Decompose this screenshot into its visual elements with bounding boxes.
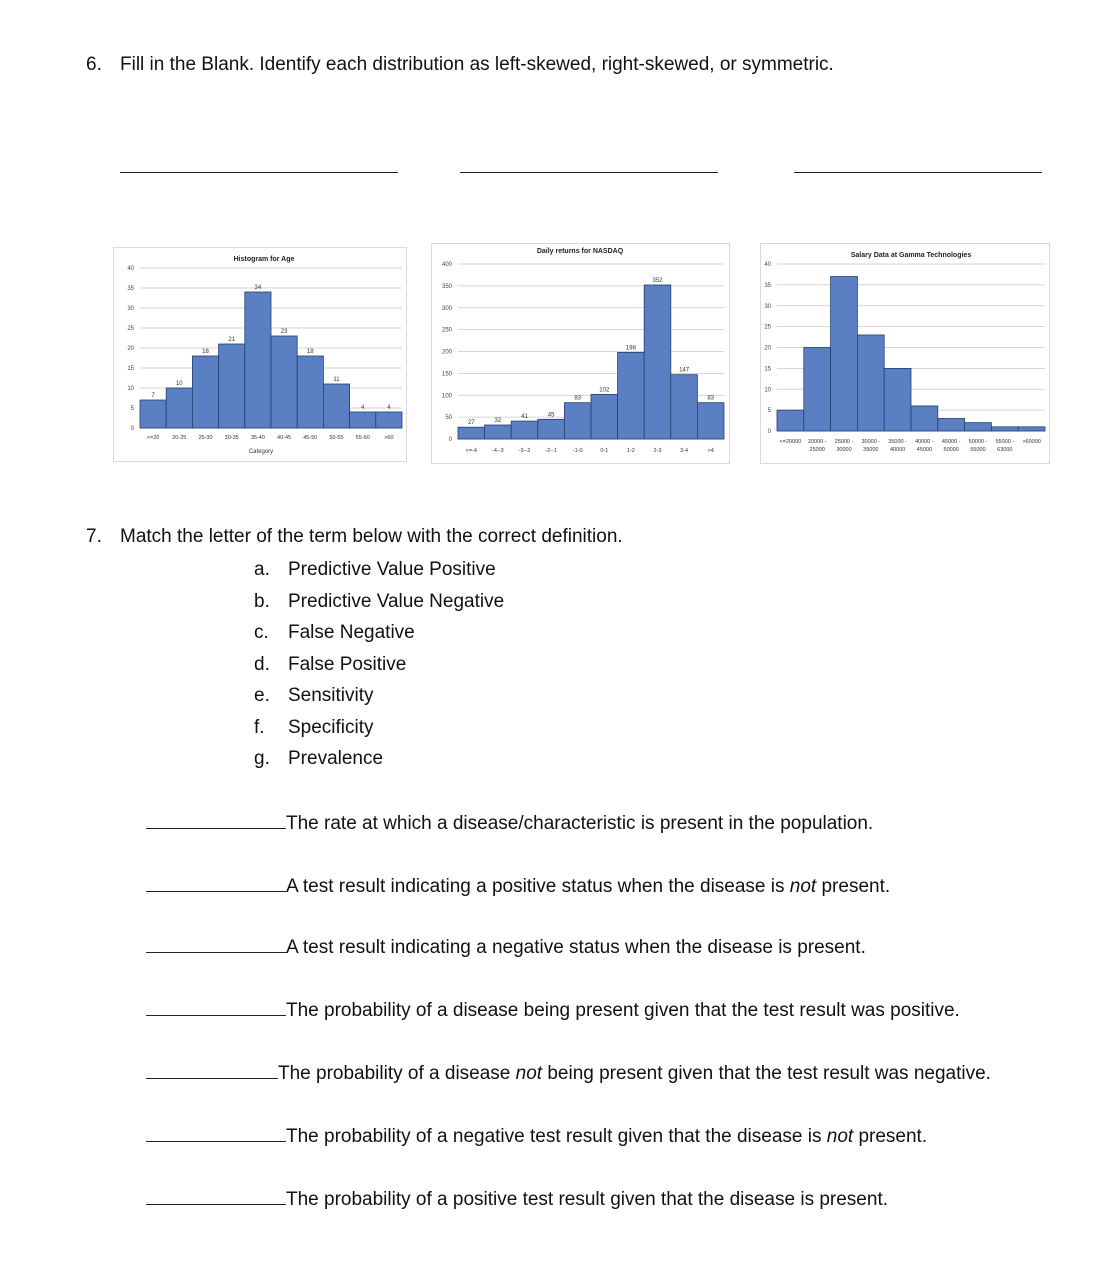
bar [697,403,724,439]
y-tick-label: 15 [764,366,771,373]
x-tick-label: 20000 - [807,439,827,445]
y-tick-label: 30 [764,303,771,310]
y-tick-label: 5 [767,408,771,415]
bar [166,388,192,428]
x-tick-label: 1-2 [626,448,635,454]
chart-title: Histogram for Age [233,256,295,263]
definition-row [146,1186,888,1212]
x-tick-label: 45000 [916,447,933,453]
term-label: Specificity [288,716,374,738]
x-tick-label: -3--2 [518,448,531,454]
bar-data-label: 41 [521,414,528,421]
y-tick-label: 25 [127,326,134,332]
term-letter: g. [254,748,270,769]
question-6-prompt: Fill in the Blank. Identify each distribution as left-skewed, right-skewed, or symmetric. [120,54,834,75]
bar-data-label: 198 [625,345,636,352]
y-tick-label: 0 [448,437,452,443]
y-tick-label: 200 [441,349,452,356]
y-tick-label: 150 [441,371,452,378]
x-tick-label: 50000 - [968,439,988,445]
definition-row [146,810,873,836]
y-tick-label: 0 [767,429,771,435]
bar [376,412,402,428]
bar [591,394,618,439]
term-item [254,747,504,779]
x-tick-label: 35000 [863,447,879,453]
y-tick-label: 40 [764,262,771,268]
y-tick-label: 40 [127,266,134,272]
bar [485,425,512,439]
bar-data-label: 21 [228,337,236,343]
x-tick-label: -2--1 [545,448,557,454]
x-tick-label: 40000 [889,447,906,453]
definition-text: A test result indicating a positive status when the disease is [286,876,790,897]
definition-emphasis: not [826,1126,854,1147]
x-tick-label: 25000 - [834,439,854,445]
bar-data-label: 147 [679,367,690,374]
answer-blank-1[interactable] [120,172,398,173]
x-tick-label: -1-0 [572,448,583,454]
definition-text: present. [816,876,891,897]
definition-text: The probability of a disease [278,1063,516,1084]
term-list [254,558,504,779]
bar-data-label: 11 [333,377,340,383]
chart-title: Salary Data at Gamma Technologies [850,252,972,259]
bar [644,285,671,439]
definition-answer-blank[interactable] [146,1123,286,1142]
x-tick-label: 0-1 [600,448,609,454]
x-tick-label: 25000 [809,447,825,453]
term-label: Sensitivity [288,685,374,706]
bar [245,292,271,428]
x-tick-label: >60 [384,435,394,441]
bar-data-label: 34 [254,285,262,291]
y-tick-label: 5 [130,406,134,412]
term-item [254,716,504,748]
bar-data-label: 83 [574,395,582,402]
x-tick-label: 40-45 [277,435,292,441]
definition-text: A test result indicating a negative status when the disease is present. [286,937,866,958]
x-tick-label: 30-35 [224,435,239,441]
x-tick-label: 20-25 [172,435,187,441]
x-axis-label: Category [248,449,274,455]
y-tick-label: 10 [127,386,134,392]
x-tick-label: 55000 [970,447,986,453]
bar [965,423,992,431]
bar [564,403,591,439]
bar [911,406,938,431]
bar-data-label: 23 [280,329,288,335]
definition-row [146,1060,991,1086]
x-tick-label: 55-60 [355,435,370,441]
term-item [254,621,504,653]
bar-data-label: 45 [547,412,555,419]
bar [219,344,245,428]
y-tick-label: 300 [441,305,452,312]
definition-text: The probability of a negative test result given that the disease is [286,1126,827,1147]
bar-data-label: 4 [387,405,391,411]
question-6 [86,54,834,76]
definition-row [146,1123,927,1149]
term-label: Predictive Value Negative [288,590,505,612]
bar-data-label: 352 [652,278,663,284]
definition-answer-blank[interactable] [146,873,286,892]
y-tick-label: 400 [441,262,452,268]
y-tick-label: 100 [441,393,452,400]
bar [938,418,965,431]
bar [511,421,538,439]
x-tick-label: 30000 [836,447,852,453]
bar [323,384,349,428]
bar [884,368,911,431]
y-tick-label: 30 [127,306,134,312]
definition-text: The probability of a disease being present given that the test result was positive. [286,1000,960,1021]
salary-data-svg [761,244,1049,463]
bar [991,427,1018,431]
question-7-prompt: Match the letter of the term below with the correct definition. [120,526,623,547]
bar-data-label: 18 [306,349,314,355]
x-tick-label: >4 [707,448,714,454]
term-item [254,653,504,685]
y-tick-label: 15 [127,366,134,372]
definition-answer-blank[interactable] [146,810,286,829]
bar [458,427,485,439]
answer-blank-2[interactable] [460,172,718,173]
x-tick-label: 35000 - [888,439,907,445]
x-tick-label: 55000 - [995,439,1015,445]
y-tick-label: 350 [441,283,452,290]
x-tick-label: 2-3 [653,448,662,454]
y-tick-label: 35 [127,286,134,292]
term-letter: c. [254,622,269,643]
bar [831,277,858,431]
y-tick-label: 10 [764,387,771,394]
x-tick-label: -4--3 [492,448,504,454]
y-tick-label: 25 [764,324,771,331]
definition-answer-blank[interactable] [146,997,286,1016]
x-tick-label: 63000 [997,447,1013,453]
x-tick-label: 30000 - [861,439,881,445]
definition-emphasis: not [515,1063,543,1084]
histogram-age-chart [113,247,407,462]
y-tick-label: 250 [441,327,452,334]
bar [618,352,645,439]
x-tick-label: <=20000 [779,439,802,445]
bar-data-label: 18 [202,349,209,355]
nasdaq-returns-chart [431,243,730,464]
bar [140,400,166,428]
x-tick-label: >60000 [1022,439,1041,445]
definition-row [146,873,890,899]
answer-blank-3[interactable] [794,172,1042,173]
bar [538,419,565,439]
bar [857,335,884,431]
term-item [254,558,504,590]
term-letter: a. [254,559,270,580]
x-tick-label: <=20 [146,435,160,441]
salary-data-chart [760,243,1050,464]
bar-data-label: 7 [151,393,155,399]
bar [777,410,804,431]
y-tick-label: 0 [130,426,134,432]
term-label: Prevalence [288,748,384,769]
bar-data-label: 102 [599,387,610,394]
x-tick-label: 45000 - [941,439,961,445]
definition-answer-blank[interactable] [146,934,286,953]
histogram-age-svg [114,248,406,461]
definition-text: being present given that the test result was negative. [542,1063,991,1084]
definition-answer-blank[interactable] [146,1186,286,1205]
definition-text: The probability of a positive test result given that the disease is present. [286,1189,888,1210]
x-tick-label: 50000 [943,447,959,453]
term-letter: b. [254,590,270,612]
x-tick-label: 3-4 [680,448,689,454]
x-tick-label: 45-50 [303,435,318,441]
x-tick-label: <=-4 [465,448,477,454]
bar [804,348,831,432]
term-item [254,684,504,716]
nasdaq-returns-svg [432,244,729,463]
definition-text: The rate at which a disease/characteristic is present in the population. [286,813,874,834]
definition-text: present. [853,1126,928,1147]
question-7-number: 7. [86,526,102,547]
bar-data-label: 83 [707,395,715,402]
bar [271,336,297,428]
term-item [254,590,504,622]
bar-data-label: 32 [494,418,502,424]
x-tick-label: 35-40 [250,435,265,441]
bar [350,412,376,428]
definition-emphasis: not [789,876,817,897]
bar [671,375,698,439]
x-tick-label: 50-55 [329,435,344,441]
bar [192,356,218,428]
x-tick-label: 25-30 [198,435,213,441]
definition-row [146,934,866,960]
bar-data-label: 10 [175,381,183,387]
y-tick-label: 20 [764,345,771,352]
definition-answer-blank[interactable] [146,1060,278,1079]
bar [297,356,323,428]
chart-title: Daily returns for NASDAQ [536,248,624,255]
term-label: False Positive [288,653,407,675]
x-tick-label: 40000 - [915,439,934,445]
bar [1018,427,1045,431]
term-label: Predictive Value Positive [288,559,496,580]
bar-data-label: 4 [361,405,365,411]
term-letter: f. [254,716,265,738]
bar-data-label: 27 [467,420,475,427]
question-7 [86,526,623,548]
y-tick-label: 50 [445,415,452,422]
y-tick-label: 20 [127,346,134,352]
y-tick-label: 35 [764,282,771,289]
definition-row [146,997,960,1023]
term-letter: d. [254,653,270,675]
term-label: False Negative [288,622,415,643]
term-letter: e. [254,685,270,706]
question-6-number: 6. [86,54,102,75]
